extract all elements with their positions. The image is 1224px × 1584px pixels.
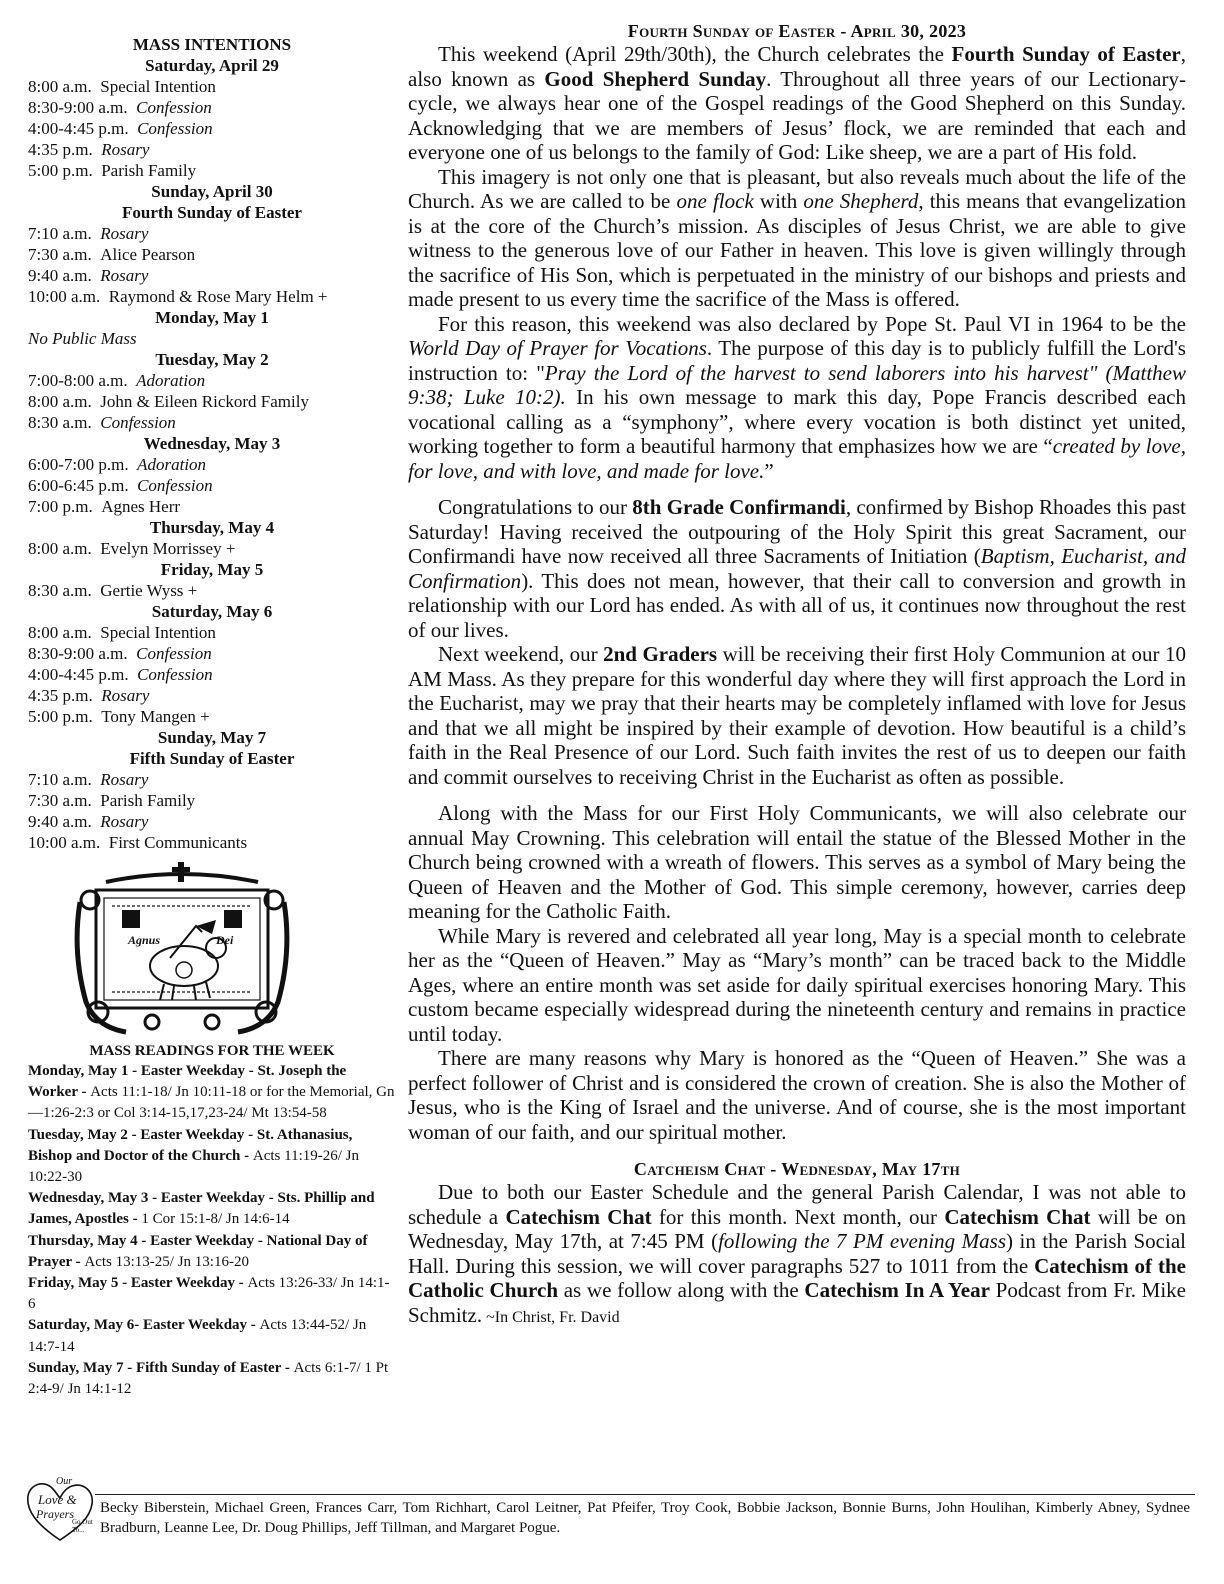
day-subheading: Fourth Sunday of Easter (122, 203, 302, 222)
reading-entry (28, 1315, 396, 1357)
intention-text: Adoration (137, 455, 207, 474)
day-heading: Saturday, April 29 (145, 56, 279, 75)
emblem-word-dei: Dei (216, 933, 234, 947)
text-run: . The purpose of this day is to publicly fulfill the Lord's instruction to: " (408, 336, 1186, 385)
reading-day: Thursday, May 4 - Easter Weekday - National Day of Prayer - (28, 1232, 368, 1270)
intention-time: 8:30-9:00 a.m. (28, 644, 128, 663)
italic-run: Pray the Lord of the harvest to send laborers into his harvest" (Matthew 9:38; Luke 10:2). (408, 360, 1186, 409)
text-run: will be receiving their first Holy Communion at our 10 AM Mass. As they prepare for this wonderful day where they will first approach the Lord in the Eucharist, may we pray that their hearts may be completely inflamed with love for Jesus and that we all might be inspired by their example of devotion. How beautiful is a child’s faith in the Real Presence of our Lord. Such faith invites the rest of us to deepen our faith and commit ourselves to receiving Christ in the Eucharist as often as possible. (408, 642, 1186, 789)
reading-entry (28, 1125, 396, 1189)
intention-row (28, 706, 396, 727)
agnus-dei-emblem (66, 862, 298, 1040)
intention-row (28, 223, 396, 244)
intention-row (28, 97, 396, 118)
intention-row (28, 538, 396, 559)
intentions-list (28, 55, 396, 853)
intention-row (28, 622, 396, 643)
intention-text: Rosary (100, 770, 149, 789)
bold-run: Fourth Sunday of Easter (951, 42, 1181, 66)
intention-row (28, 496, 396, 517)
text-run: ). This does not mean, however, that their call to conversion and growth in relationship with our Lord has ended. As with all of us, it continues now throughout the rest of our lives. (408, 568, 1186, 642)
catechism-heading: Catcheism Chat - Wednesday, May 17th (633, 1159, 961, 1179)
reading-day: Monday, May 1 - Easter Weekday - St. Joseph the Worker - (28, 1063, 347, 1101)
intention-text: Rosary (100, 266, 149, 285)
mass-readings (28, 1042, 396, 1400)
text-run: There are many reasons why Mary is honored as the “Queen of Heaven.” She was a perfect follower of Christ and is considered the crown of creation. She is also the Mother of Jesus, who is the King of Israel and the universe. And of course, she is the most important woman of our faith, and our spiritual mother. (408, 1046, 1186, 1144)
reading-entry (28, 1061, 396, 1125)
reading-refs: Acts 6:1-7/ 1 Pt 2:4-9/ Jn 14:1-12 (28, 1359, 389, 1398)
intention-row (28, 769, 396, 790)
intention-row (28, 76, 396, 97)
italic-run: World Day of Prayer for Vocations (408, 336, 707, 360)
logo-text-to: To... (72, 1526, 85, 1534)
intention-text: Adoration (136, 371, 206, 390)
intention-text: Rosary (101, 686, 150, 705)
intention-text: Rosary (100, 812, 149, 831)
article-paragraph (408, 801, 1186, 924)
signature: ~In Christ, Fr. David (482, 1308, 620, 1326)
intention-row (28, 790, 396, 811)
mass-intentions (28, 34, 396, 853)
intention-row (28, 160, 396, 181)
day-heading: Friday, May 5 (160, 560, 264, 579)
bold-run: Catechism Chat (944, 1204, 1091, 1229)
reading-entry (28, 1188, 396, 1230)
reading-entry (28, 1273, 396, 1315)
day-heading: Sunday, May 7 (157, 728, 267, 747)
intention-text: Evelyn Morrissey + (100, 539, 236, 558)
intention-text: Confession (137, 119, 213, 138)
intention-time: 4:00-4:45 p.m. (28, 119, 129, 138)
intention-text: Rosary (101, 140, 150, 159)
intention-row (28, 832, 396, 853)
intention-row (28, 370, 396, 391)
day-heading: Monday, May 1 (155, 308, 269, 327)
bold-run: Catechism In A Year (804, 1278, 990, 1302)
italic-run: one Shepherd (803, 189, 919, 213)
footer-divider (95, 1494, 1195, 1495)
intention-text: Alice Pearson (100, 245, 196, 264)
bold-run: Catechism Chat (505, 1204, 652, 1229)
intention-text: Confession (137, 665, 213, 684)
intention-text: Raymond & Rose Mary Helm + (108, 287, 328, 306)
bold-run: Catechism of the Catholic Church (408, 1253, 1186, 1302)
intention-time: 6:00-7:00 p.m. (28, 455, 129, 474)
intention-time: 7:00-8:00 a.m. (28, 371, 128, 390)
reading-refs: Acts 13:26-33/ Jn 14:1-6 (28, 1275, 390, 1313)
intention-time: 9:40 a.m. (28, 812, 92, 831)
article-paragraph (408, 42, 1186, 165)
intention-time: 5:00 p.m. (28, 707, 93, 726)
bold-run: 2nd Graders (603, 642, 718, 666)
text-run: , confirmed by Bishop Rhoades this past Saturday! Having received the outpouring of the Holy Spirit this great Sacrament, our Confirmandi have now received all three Sacraments of Initiation ( (408, 495, 1186, 568)
reading-refs: 1 Cor 15:1-8/ Jn 14:6-14 (141, 1211, 290, 1228)
prayer-list-footer (0, 1470, 1224, 1584)
reading-refs: Acts 13:13-25/ Jn 13:16-20 (84, 1253, 249, 1270)
paragraph-gap (408, 483, 1186, 495)
intention-time: 4:35 p.m. (28, 686, 93, 705)
reading-refs: Acts 13:44-52/ Jn 14:7-14 (28, 1317, 367, 1355)
day-subheading: Fifth Sunday of Easter (129, 749, 295, 768)
intention-text: John & Eileen Rickord Family (100, 392, 309, 411)
prayer-names: Becky Biberstein, Michael Green, Frances Carr, Tom Richhart, Carol Leitner, Pat Pfeifer, Troy Cook, Bobbie Jackson, Bonnie Burns, John Houlihan, Kimberly Abney, Sydnee Bradburn, Leanne Lee, Dr. Doug Phillips, Jeff Tillman, and Margaret Pogue. (100, 1500, 1190, 1536)
italic-run: created by love, for love, and with love, and made for love. (408, 434, 1186, 483)
intention-time: 8:00 a.m. (28, 392, 92, 411)
text-run: ) in the Parish Social Hall. During this session, we will cover paragraphs 527 to 1011 from the (408, 1229, 1186, 1278)
intention-time: 7:30 a.m. (28, 245, 92, 264)
intention-row (28, 286, 396, 307)
intention-row (28, 811, 396, 832)
day-heading: Tuesday, May 2 (155, 350, 269, 369)
text-run: ” (764, 458, 774, 483)
text-run: . Throughout all three years of our Lectionary-cycle, we always hear one of the Gospel readings of the Good Shepherd on this Sunday. Acknowledging that we are members of Jesus’ flock, we are reminded that each and everyone one of us belongs to the family of God: Like sheep, we are a part of His fold. (408, 66, 1186, 164)
text-run: as we follow along with the (558, 1278, 805, 1302)
text-run: This imagery is not only one that is pleasant, but also reveals much about the life of the Church. As we are called to be (408, 164, 1186, 213)
intention-time: 8:30-9:00 a.m. (28, 98, 128, 117)
article-paragraph (408, 924, 1186, 1047)
catechism-paragraph (408, 1180, 1186, 1330)
intention-time: 8:00 a.m. (28, 539, 92, 558)
intention-row (28, 580, 396, 601)
reading-refs: Acts 11:1-18/ Jn 10:11-18 or for the Memorial, Gn—1:26-2:3 or Col 3:14-15,17,23-24/ Mt 13:54-58 (28, 1084, 395, 1122)
intention-time: 7:00 p.m. (28, 497, 93, 516)
readings-list (28, 1061, 396, 1400)
logo-text-our: Our (56, 1476, 73, 1487)
intention-time: 8:00 a.m. (28, 623, 92, 642)
text-run: This weekend (April 29th/30th), the Church celebrates the (438, 42, 952, 66)
intention-time: 4:35 p.m. (28, 140, 93, 159)
intention-text: Gertie Wyss + (100, 581, 198, 600)
intention-row (28, 643, 396, 664)
italic-run: one flock (676, 189, 754, 213)
intention-time: 7:10 a.m. (28, 224, 92, 243)
text-run: will be on Wednesday, May 17th, at 7:45 PM ( (408, 1204, 1186, 1253)
intention-text: Confession (136, 644, 212, 663)
text-run: Congratulations to our (438, 495, 633, 519)
reading-day: Sunday, May 7 - Fifth Sunday of Easter - (28, 1359, 294, 1376)
paragraph-gap (408, 789, 1186, 801)
intention-row (28, 685, 396, 706)
article-column (408, 20, 1186, 1330)
reading-day: Friday, May 5 - Easter Weekday - (28, 1275, 248, 1292)
text-run: , also known as (408, 42, 1186, 91)
bold-run: 8th Grade Confirmandi (632, 495, 846, 519)
logo-text-goout: Go Out (72, 1518, 93, 1526)
article-paragraph (408, 1046, 1186, 1144)
reading-entry (28, 1358, 396, 1400)
reading-day: Saturday, May 6- Easter Weekday - (28, 1317, 260, 1334)
reading-entry (28, 1231, 396, 1273)
intention-row (28, 475, 396, 496)
text-run: for this month. Next month, our (651, 1204, 945, 1229)
intention-time: 5:00 p.m. (28, 161, 93, 180)
intention-row (28, 412, 396, 433)
day-heading: Thursday, May 4 (149, 518, 275, 537)
logo-text-prayers: Prayers (36, 1507, 74, 1521)
intention-row (28, 328, 396, 349)
intention-text: Special Intention (100, 623, 216, 642)
logo-text-love: Love & (38, 1492, 77, 1507)
intention-text: Confession (136, 98, 212, 117)
intention-row (28, 265, 396, 286)
intention-row (28, 664, 396, 685)
day-heading: Saturday, May 6 (151, 602, 273, 621)
intention-text: Confession (137, 476, 213, 495)
intention-time: 4:00-4:45 p.m. (28, 665, 129, 684)
article-paragraph (408, 495, 1186, 642)
intention-text: Parish Family (101, 161, 197, 180)
day-heading: Wednesday, May 3 (143, 434, 281, 453)
article-heading: Fourth Sunday of Easter - April 30, 2023 (627, 21, 967, 41)
article-paragraph (408, 642, 1186, 789)
intention-text: No Public Mass (28, 329, 137, 348)
intention-text: Special Intention (100, 77, 216, 96)
intention-text: Parish Family (100, 791, 196, 810)
text-run: In his own message to mark this day, Pope Francis described each vocational calling as a “symphony”, where every vocation is both distinct yet united, working together to form a beautiful harmony that emphasizes how we are “ (408, 385, 1186, 458)
text-run: Next weekend, our (438, 642, 604, 666)
italic-run: following the 7 PM evening Mass (718, 1229, 1007, 1253)
intention-time: 8:00 a.m. (28, 77, 92, 96)
intention-time: 10:00 a.m. (28, 287, 101, 306)
intention-time: 7:30 a.m. (28, 791, 92, 810)
intention-text: Tony Mangen + (101, 707, 210, 726)
intention-text: Confession (100, 413, 176, 432)
article-paragraph (408, 312, 1186, 484)
emblem-word-agnus: Agnus (128, 933, 161, 947)
reading-day: Tuesday, May 2 - Easter Weekday - St. Athanasius, Bishop and Doctor of the Church - (28, 1126, 353, 1164)
intention-row (28, 139, 396, 160)
reading-day: Wednesday, May 3 - Easter Weekday - Sts. Phillip and James, Apostles - (28, 1190, 375, 1228)
bold-run: Good Shepherd Sunday (544, 66, 767, 91)
intention-time: 10:00 a.m. (28, 833, 101, 852)
day-heading: Sunday, April 30 (151, 182, 273, 201)
text-run: Along with the Mass for our First Holy Communicants, we will also celebrate our annual May Crowning. This celebration will entail the statue of the Blessed Mother in the Church being crowned with a wreath of flowers. This serves as a symbol of Mary being the Queen of Heaven and the Mother of God. This simple ceremony, however, carries deep meaning for the Catholic Faith. (408, 801, 1186, 923)
text-run: with (753, 189, 804, 213)
mass-intentions-title: MASS INTENTIONS (132, 35, 292, 54)
text-run: , this means that evangelization is at the core of the Church’s mission. As disciples of Jesus Christ, we are able to give witness to the generous love of our Father in heaven. This love is given willingly through the sacrifice of His Son, which is perpetuated in the ministry of our bishops and priests and made present to us every time the sacrifice of the Mass is offered. (408, 189, 1186, 311)
intention-time: 6:00-6:45 p.m. (28, 476, 129, 495)
intention-row (28, 391, 396, 412)
text-run: For this reason, this weekend was also declared by Pope St. Paul VI in 1964 to be the (438, 311, 1186, 336)
intention-row (28, 118, 396, 139)
intention-text: First Communicants (108, 833, 248, 852)
text-run: While Mary is revered and celebrated all year long, May is a special month to celebrate her as the “Queen of Heaven.” May as “Mary’s month” can be traced back to the Middle Ages, where an entire month was set aside for daily spiritual exercises honoring Mary. This custom became especially widespread during the nineteenth century and remains in practice until today. (408, 923, 1186, 1046)
intention-row (28, 244, 396, 265)
italic-run: Baptism, Eucharist, and Confirmation (408, 544, 1186, 593)
intention-time: 7:10 a.m. (28, 770, 92, 789)
text-run: Due to both our Easter Schedule and the general Parish Calendar, I was not able to schedule a (408, 1180, 1186, 1229)
intention-time: 9:40 a.m. (28, 266, 92, 285)
intention-row (28, 454, 396, 475)
intention-text: Rosary (100, 224, 149, 243)
article-body (408, 42, 1186, 1144)
mass-readings-title: MASS READINGS FOR THE WEEK (89, 1043, 335, 1059)
intention-text: Agnes Herr (101, 497, 181, 516)
reading-refs: Acts 11:19-26/ Jn 10:22-30 (28, 1147, 359, 1186)
article-paragraph (408, 165, 1186, 312)
text-run: Podcast from Fr. Mike Schmitz. (408, 1278, 1187, 1327)
intention-time: 8:30 a.m. (28, 413, 92, 432)
intention-time: 8:30 a.m. (28, 581, 92, 600)
heart-logo-icon (22, 1474, 98, 1544)
